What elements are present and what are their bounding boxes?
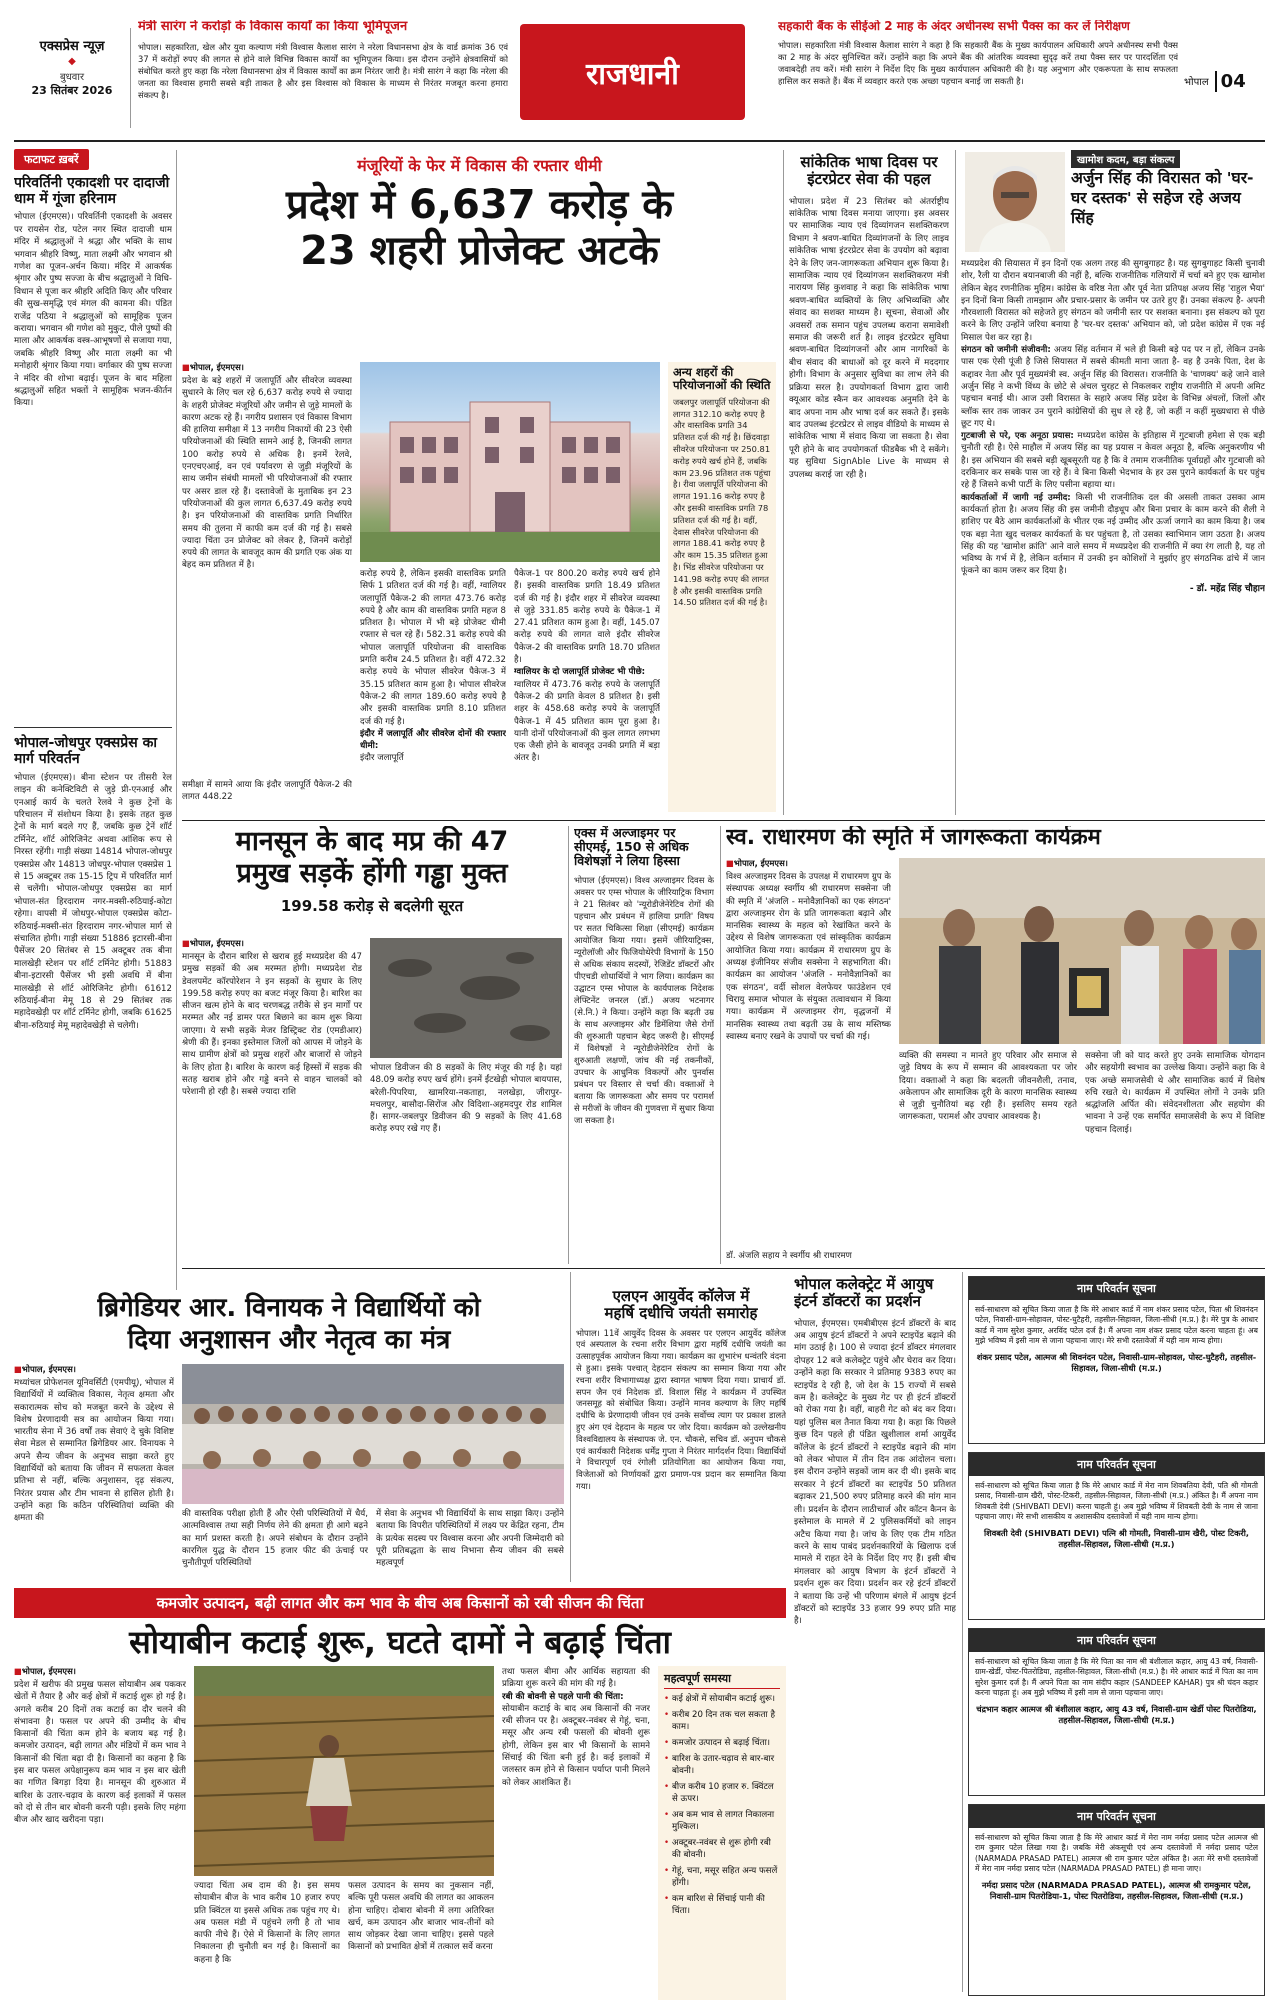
soy-sidebar-item: • बीज करीब 10 हजार रु. क्विंटल से ऊपर।	[664, 1782, 774, 1804]
brig-col-1	[14, 1364, 174, 1582]
roads-col-1	[182, 938, 362, 1264]
roads-byline: ■ भोपाल, ईएमएस।	[182, 938, 362, 949]
arjun-sub-1: संगठन को जमीनी संजीवनी:	[961, 345, 1051, 356]
soy-sidebar-item: • कमजोर उत्पादन से बढ़ाई चिंता।	[664, 1738, 771, 1748]
top-left-body: भोपाल। सहकारिता, खेल और युवा कल्याण मंत्री विश्वास कैलाश सारंग ने नरेला विधानसभा क्षेत्र के वार्ड क्रमांक 36 एवं 37 में करोड़ों रुपए की लागत से होने वाले विभिन्न विकास कार्यों का भूमिपूजन किया। इस दौरान उन्होंने क्षेत्रवासियों को संबोधित करते हुए कहा कि नरेला विधानसभा क्षेत्र में विकास कार्यों का क्रम निरंतर जारी है। मंत्री सारंग ने कहा कि नरेला की जनता का विश्वास हमारी सबसे बड़ी ताकत है और इस विश्वास को विकास के माध्यम से निरंतर मजबूत करना हमारा संकल्प है।	[138, 41, 508, 100]
issue-date: 23 सितंबर 2026	[31, 84, 113, 97]
roads-col-2	[370, 1062, 562, 1262]
soy-sidebar-item: • कम बारिश से सिंचाई पानी की चिंता।	[664, 1894, 765, 1916]
arjun-body: मध्यप्रदेश की सियासत में इन दिनों एक अलग तरह की सुगबुगाहट है। यह सुगबुगाहट किसी चुनावी शोर, रैली या दौरान बयानबाजी की नहीं है, बल्कि राजनीतिक गलियारों में चर्चा बने हुए एक खामोश लेकिन बेहद रणनीतिक मुहिम। कांग्रेस के वरिष्ठ नेता और पूर्व नेता प्रतिपक्ष अजय सिंह 'राहुल भैया' इन दिनों बिना किसी तामझाम और प्रचार-प्रसार के जमीन पर उतरे हुए हैं। उनका संकल्प है- अपनी गौरवशाली विरासत को सहेजते हुए संगठन को जमीनी स्तर पर सशक्त बनाना। इस संकल्प को पूरा करने के लिए उन्होंने जरिया बनाया है 'घर-घर दस्तक' अभियान को, जो प्रदेश कांग्रेस में एक नई मिसाल पेश कर रहा है।	[961, 259, 1265, 343]
page-indicator	[1184, 70, 1264, 92]
roads-headline-2: प्रमुख सड़कें होंगी गड्ढा मुक्त	[236, 858, 508, 889]
section-title: राजधानी	[586, 56, 679, 92]
brig-col-2-text: की वास्तविक परीक्षा होती हैं और ऐसी परिस्थितियों में धैर्य, आत्मविश्वास तथा सही निर्णय लेने की क्षमता ही आगे बढ़ने का मार्ग प्रशस्त करती है। अपने संबोधन के दौरान उन्होंने कारगिल युद्ध के दौरान 15 हजार फीट की ऊंचाई पर चुनौतीपूर्ण परिस्थितियों	[182, 1509, 368, 1569]
fatafat-body-1: भोपाल (ईएमएस)। परिवर्तिनी एकादशी के अवसर पर रायसेन रोड, पटेल नगर स्थित दादाजी धाम मंदिर में श्रद्धालुओं ने श्रद्धा और भक्ति के साथ भगवान श्रीहरि विष्णु, माता लक्ष्मी और भगवान श्री गणेश का पूजन-अर्चन किया। मंदिर में आकर्षक श्रृंगार और पुष्प सज्जा के बीच श्रद्धालुओं ने विधि-विधान से पूजा कर श्रीहरि अदिति किए और परिवार की सुख-समृद्धि एवं मंगल की कामना की। पंडित राजेंद्र पठिया ने श्रद्धालुओं को सामूहिक पूजन कराया। भगवान श्री गणेश को मुकुट, पीले पुष्पों की माला और आकर्षक वस्त्र-आभूषणों से सजाया गया, जबकि श्रीहरि विष्णु और माता लक्ष्मी का भी मनोहारी श्रृंगार किया गया। वर्गाकार की पुष्प सज्जा ने मंदिर की शोभा बढ़ाई। पूजन के बाद महिला श्रद्धालुओं सहित भक्तों ने सामूहिक भजन-कीर्तन किया।	[14, 212, 172, 409]
arjun-para-3	[961, 492, 1265, 578]
lead-col-2	[360, 568, 506, 812]
lead-photo-building	[360, 362, 660, 562]
radha-col-1-text: विश्व अल्जाइमर दिवस के उपलक्ष में राधारमण ग्रुप के संस्थापक अध्यक्ष स्वर्गीय श्री राधारमण सक्सेना जी की स्मृति में 'अंजलि - मनोवैज्ञानिकों का एक संगठन' द्वारा अल्जाइमर रोग के प्रति जागरूकता बढ़ाने और मानसिक स्वास्थ्य के महत्व को रेखांकित करने के उद्देश्य से विशेष जागरूकता एवं सांस्कृतिक कार्यक्रम आयोजित किया गया। कार्यक्रम में राधारमण ग्रुप के अध्यक्ष इंजीनियर संजीव सक्सेना ने सहभागिता की। कार्यक्रम का आयोजन 'अंजलि - मनोवैज्ञानिकों का एक संगठन', वर्दी सोशल वेलफेयर फाउंडेशन एवं चिरायु समाज भोपाल के संयुक्त तत्वावधान में किया गया। कार्यक्रम में अल्जाइमर रोग, वृद्धजनों में मानसिक स्वास्थ्य तथा बढ़ती उम्र के साथ मस्तिष्क स्वास्थ्य बनाए रखने के उपायों पर चर्चा की गई।	[726, 872, 891, 1042]
fatafat-headline-1: परिवर्तिनी एकादशी पर दादाजी धाम में गूंजा हरिनाम	[14, 175, 170, 207]
arjun-sub-2: गुटबाजी से परे, एक अनूठा प्रयास:	[961, 431, 1074, 442]
building-illustration	[360, 362, 660, 562]
arjun-author: - डॉ. महेंद्र सिंह चौहान	[1189, 583, 1265, 594]
lead-headline-1: प्रदेश में 6,637 करोड़ के	[286, 182, 673, 228]
soy-col-3	[348, 1880, 494, 2000]
brig-byline: ■ भोपाल, ईएमएस।	[14, 1364, 174, 1375]
bhopal-col-story	[794, 1272, 956, 1992]
radha-col-2-text: व्यक्ति की समस्या न मानते हुए परिवार और समाज से जुड़े विषय के रूप में सम्मान की आवश्यकता पर जोर दिया। वक्ताओं ने कहा कि बदलती जीवनशैली, तनाव, अकेलापन और सामाजिक दूरी के कारण मानसिक स्वास्थ्य से जुड़ी चुनौतियां बढ़ रही हैं। इसलिए समय रहते जागरूकता, परामर्श और उपचार आवश्यक है।	[899, 1051, 1077, 1123]
top-left-headline: मंत्री सारंग ने करोड़ों के विकास कार्यों का किया भूमिपूजन	[138, 20, 408, 34]
lead-col-2b-text: इंदौर जलापूर्ति	[360, 753, 404, 764]
brand-ornament: ◆	[68, 56, 76, 67]
lead-col-3-text: पैकेज-1 पर 800.20 करोड़ रुपये खर्च होने हैं। इसकी वास्तविक प्रगति 18.49 प्रतिशत दर्ज की गई है। इंदौर शहर में सीवरेज व्यवस्था से जुड़े 331.85 करोड़ रुपये के पैकेज-1 में 27.41 प्रतिशत काम हुआ है। वहीं, 145.07 करोड़ रुपये की लागत वाले इंदौर सीवरेज पैकेज-2 की वास्तविक प्रगति 18.70 प्रतिशत है।	[514, 569, 660, 666]
soy-sidebar-item: • गेहूं, चना, मसूर सहित अन्य फसलें होंगी।	[664, 1866, 778, 1888]
roads-headline-1: मानसून के बाद मप्र की 47	[235, 826, 509, 857]
lead-col-1-text: प्रदेश के बड़े शहरों में जलापूर्ति और सीवरेज व्यवस्था सुधारने के लिए चल रहे 6,637 करोड़ रुपये से ज्यादा के शहरी प्रोजेक्ट मंजूरियों और जमीन से जुड़े मामलों के कारण अटक रहे हैं। नगरीय प्रशासन एवं विकास विभाग की हालिया समीक्षा में 13 नगरीय निकायों की 23 ऐसी परियोजनाओं की स्थिति सामने आई है, जिनकी लागत 100 करोड़ रुपये से अधिक है। इनमें रेलवे, एनएचएआई, वन एवं पर्यावरण से जुड़ी मंजूरियों के साथ जमीन संबंधी मामलों भी परियोजनाओं की रफ्तार पर असर डाल रहे हैं। दस्तावेजों के मुताबिक इन 23 परियोजनाओं की कुल लागत 6,637.49 करोड़ रुपये है। इन परियोजनाओं की वास्तविक प्रगति निर्धारित समय की तुलना में काफी कम दर्ज की गई है। सबसे ज्यादा चिंता उन प्रोजेक्ट को लेकर है, जिनमें करोड़ों रुपये की लागत के बावजूद काम की प्रगति एक अंक या बेहद कम प्रतिशत में है।	[182, 376, 352, 571]
notice-1-title: नाम परिवर्तन सूचना	[969, 1277, 1264, 1300]
notice-2	[968, 1452, 1265, 1620]
top-right-headline: सहकारी बैंक के सीईओ 2 माह के अंदर अधीनस्थ सभी पैक्स का कर लें निरीक्षण	[778, 20, 1130, 33]
notice-2-title: नाम परिवर्तन सूचना	[969, 1453, 1264, 1476]
radha-photo	[899, 858, 1265, 1044]
soy-col-3-text: फसल उत्पादन के समय का नुकसान नहीं, बल्कि पूरी फसल अवधि की लागत का आकलन होना चाहिए। दोबारा बोवनी में लगा अतिरिक्त खर्च, कम उत्पादन और बाजार भाव-तीनों को साथ जोड़कर देखा जाना चाहिए। इससे पहले किसानों को प्रभावित क्षेत्रों में तत्काल सर्वे करना	[348, 1881, 494, 1953]
alz-body: भोपाल (ईएमएस)। विश्व अल्जाइमर दिवस के अवसर पर एम्स भोपाल के जीरियाट्रिक विभाग ने 21 सितंबर को 'न्यूरोडीजेनेरेटिव रोगों की पहचान और प्रबंधन में हालिया प्रगति' विषय पर सतत चिकित्सा शिक्षा (सीएमई) कार्यक्रम आयोजित किया गया। इसमें जीरियाट्रिक्स, न्यूरोलॉजी और फिजियोथेरेपी विभागों के 150 से अधिक संकाय सदस्यों, रेजिडेंट डॉक्टरों और पीएचडी शोधार्थियों ने भाग लिया। कार्यक्रम का उद्घाटन एम्स भोपाल के कार्यपालक निदेशक लेफ्टिनेंट जनरल (डॉ.) अजय भटनागर (से.नि.) ने किया। उन्होंने कहा कि बढ़ती उम्र के साथ अल्जाइमर और डिमेंशिया जैसे रोगों की शुरुआती पहचान बेहद जरूरी है। सीएमई में विशेषज्ञों ने न्यूरोडीजेनेरेटिव रोगों के शुरुआती लक्षणों, जांच की नई तकनीकों, उपचार के आधुनिक विकल्पों और पुनर्वास प्रबंधन पर विस्तार से चर्चा की। वक्ताओं ने बताया कि जागरूकता और समय पर परामर्श से मरीजों के जीवन की गुणवत्ता में सुधार किया जा सकता है।	[574, 875, 714, 1125]
top-right-story	[778, 20, 1178, 136]
notice-4-body: सर्व-साधारण को सूचित किया जाता है कि मेरे आधार कार्ड में मेरा नाम नर्मदा प्रसाद पटेल आत्मज श्री राम कुमार पटेल लिखा गया है। जबकि मेरी अंकसूची एवं अन्य दस्तावेजों में नर्मदा प्रसाद पटेल (NARMADA PRASAD PATEL) आत्मज श्री राम कुमार पटेल अंकित है। अतः मेरे सभी दस्तावेजों में मेरा नाम नर्मदा प्रसाद पटेल (NARMADA PRASAD PATEL) ही माना जाए।	[975, 1833, 1258, 1874]
soy-sidebar-item: • करीब 20 दिन तक चल सकता है काम।	[664, 1710, 776, 1732]
portrait-illustration	[965, 152, 1065, 252]
arjun-kicker: खामोश कदम, बड़ा संकल्प	[1071, 150, 1180, 168]
brig-photo	[182, 1364, 564, 1504]
group-illustration	[182, 1364, 564, 1504]
lead-col-3	[514, 568, 660, 812]
arjun-story	[961, 148, 1265, 816]
radha-col-1	[726, 858, 891, 1262]
brig-col-1-text: मध्यांचल प्रोफेशनल यूनिवर्सिटी (एमपीयू), भोपाल में विद्यार्थियों में व्यक्तित्व विकास, नेतृत्व क्षमता और सकारात्मक सोच को मजबूत करने के उद्देश्य से विशेष प्रेरणादायी सत्र का आयोजन किया गया। भारतीय सेना में 36 वर्षों तक सेवाएं दे चुके विशिष्ट सेवा मेडल से सम्मानित ब्रिगेडियर आर. विनायक ने अपने सैन्य जीवन के अनुभव साझा करते हुए विद्यार्थियों को बताया कि जीवन में सफलता केवल प्रतिभा से नहीं, बल्कि अनुशासन, दृढ़ संकल्प, निरंतर प्रयास और टीम भावना से हासिल होती है। उन्होंने कहा कि कठिन परिस्थितियां व्यक्ति की क्षमता की	[14, 1378, 174, 1524]
brig-headline-1: ब्रिगेडियर आर. विनायक ने विद्यार्थियों को	[97, 1293, 481, 1323]
notice-4-footer: नर्मदा प्रसाद पटेल (NARMADA PRASAD PATEL), आत्मज श्री रामकुमार पटेल, निवासी-ग्राम पितरोडिया-1, पोस्ट पितरोडिया, तहसील-सिहावल, जिला-सीधी (म.प्र.)	[981, 1879, 1252, 1901]
radha-col-3-text: सक्सेना जी को याद करते हुए उनके सामाजिक योगदान और सहयोगी स्वभाव का उल्लेख किया। उन्होंने कहा कि वे एक अच्छे समाजसेवी थे और सामाजिक कार्य में विशेष रुचि रखते थे। कार्यक्रम में उपस्थित लोगों ने उनके प्रति श्रद्धांजलि अर्पित की। संवेदनशीलता और सहयोग की भावना ने उन्हें एक समर्पित समाजसेवी के रूप में विशिष्ट पहचान दिलाई।	[1085, 1051, 1265, 1135]
ayur-headline-1: एलएन आयुर्वेद कॉलेज में	[612, 1287, 750, 1305]
soy-sidebar-list	[664, 1693, 780, 1917]
radha-story	[726, 826, 1265, 1264]
lead-sidebar-body: जबलपुर जलापूर्ति परियोजना की लागत 312.10 करोड़ रुपए है और वास्तविक प्रगति 34 प्रतिशत दर्ज की गई है। छिंदवाड़ा सीवरेज परियोजना पर 250.81 करोड़ रुपये खर्च होने हैं, जबकि काम 23.96 प्रतिशत तक पहुंचा है। रीवा जलापूर्ति परियोजना की लागत 191.16 करोड़ रुपए है और इसकी वास्तविक प्रगति 78 प्रतिशत दर्ज की गई है। वहीं, देवास सीवरेज परियोजना की लागत 188.41 करोड़ रुपए है और काम 15.35 प्रतिशत हुआ है। भिंड सीवरेज परियोजना पर 141.98 करोड़ रुपए की लागत है और इसकी वास्तविक प्रगति 14.50 प्रतिशत दर्ज की गई है।	[673, 396, 771, 608]
lead-col-1b-text: समीक्षा में सामने आया कि इंदौर जलापूर्ति पैकेज-2 की लागत 448.22	[182, 780, 352, 803]
lead-sidebar	[668, 362, 776, 812]
page-city: भोपाल	[1184, 77, 1209, 88]
soy-sidebar-item: • कई क्षेत्रों में सोयाबीन कटाई शुरू।	[664, 1694, 776, 1704]
arjun-body-wrap	[961, 258, 1265, 814]
notice-4-title: नाम परिवर्तन सूचना	[969, 1805, 1264, 1828]
soy-col-4-sub: रबी की बोवनी से पहले पानी की चिंता:	[502, 1691, 624, 1702]
lead-col-2-text: करोड़ रुपये है, लेकिन इसकी वास्तविक प्रगति सिर्फ 1 प्रतिशत दर्ज की गई है। वहीं, ग्वालियर जलापूर्ति पैकेज-2 की लागत 473.76 करोड़ रुपये है और काम की वास्तविक प्रगति महज 8 प्रतिशत है। भोपाल में भी बड़े प्रोजेक्ट धीमी रफ्तार से चल रहे हैं। 582.31 करोड़ रुपये की भोपाल जलापूर्ति परियोजना की वास्तविक प्रगति करीब 24.5 प्रतिशत है। वहीं 472.32 करोड़ रुपये के भोपाल सीवरेज पैकेज-3 में 35.15 प्रतिशत काम हुआ है। भोपाल सीवरेज पैकेज-2 की लागत 189.60 करोड़ रुपये है और इसकी वास्तविक प्रगति 8.10 प्रतिशत दर्ज की गई है।	[360, 569, 506, 727]
farm-illustration	[194, 1666, 494, 1876]
soy-col-4-text: तथा फसल बीमा और आर्थिक सहायता की प्रक्रिया शुरू करने की मांग की गई है।	[502, 1667, 650, 1690]
ayur-body: भोपाल। 11वें आयुर्वेद दिवस के अवसर पर एलएन आयुर्वेद कॉलेज एवं अस्पताल के रचना शरीर विभाग द्वारा महर्षि दधीचि जयंती का उत्साहपूर्वक आयोजन किया गया। कार्यक्रम का शुभारंभ धन्वंतरि वंदना से हुआ। इसके पश्चात् देहदान संकल्प का सम्मान किया गया और रचना शरीर विभागाध्यक्ष द्वारा स्वागत भाषण दिया गया। प्राचार्य डॉ. सपन जैन एवं निदेशक डॉ. विशाल सिंह ने कार्यक्रम में उपस्थित जनसमूह को संबोधित किया। उन्होंने मानव कल्याण के लिए महर्षि दधीचि के प्रेरणादायी जीवन एवं उनके सर्वोच्च त्याग पर प्रकाश डालते हुए अंग एवं देहदान के महत्व पर जोर दिया। कार्यक्रम को उल्लेखनीय विश्वविद्यालय के संस्थापक जे. एन. चौकसे, सचिव डॉ. अनुपम चौकसे एवं कार्यकारी निदेशक धर्मेंद्र गुप्ता ने निरंतर मार्गदर्शन दिया। विद्यार्थियों ने विचारपूर्ण एवं रंगोली प्रतियोगिता का आयोजन किया गया, विजेताओं को निर्णायकों द्वारा प्रमाण-पत्र प्रदान कर सम्मानित किया गया।	[576, 1327, 786, 1491]
alz-headline: एक्स में अल्जाइमर पर सीएमई, 150 से अधिक विशेषज्ञों ने लिया हिस्सा	[574, 826, 689, 868]
lead-col-3b-text: ग्वालियर में 473.76 करोड़ रुपये के जलापूर्ति पैकेज-2 की प्रगति केवल 8 प्रतिशत है। इसी शहर के 458.68 करोड़ रुपये के जलापूर्ति पैकेज-1 में 45 प्रतिशत काम पूरा हुआ है। यानी दोनों परियोजनाओं की कुल लागत लगभग एक जैसी होने के बावजूद उनकी प्रगति में बड़ा अंतर है।	[514, 679, 660, 764]
page-number: 04	[1215, 71, 1246, 92]
notice-3	[968, 1628, 1265, 1796]
notice-3-footer: चंद्रभान कहार आत्मज श्री बंशीलाल कहार, आयु 43 वर्ष, निवासी-ग्राम खेर्डी पोस्ट पितरोडिया, तहसील-सिहावल, जिला-सीधी (म.प्र.)	[976, 1703, 1257, 1725]
fatafat-headline-2: भोपाल-जोधपुर एक्सप्रेस का मार्ग परिवर्तन	[14, 735, 157, 768]
roads-subhead: 199.58 करोड़ से बदलेगी सूरत	[280, 897, 464, 915]
notice-3-title: नाम परिवर्तन सूचना	[969, 1629, 1264, 1652]
radha-col-2	[899, 1050, 1077, 1262]
lead-byline: ■ भोपाल, ईएमएस।	[182, 362, 352, 373]
notice-2-body: सर्व-साधारण को सूचित किया जाता है कि मेरे आधार कार्ड में मेरा नाम शिवबतिया देवी, पति श्री गोमती प्रसाद, निवासी-ग्राम खैरी, पोस्ट-टिकरी, तहसील-सिहावल, जिला-सीधी (म.प्र.) अंकित है। मैं अपना नाम शिवबती देवी (SHIVBATI DEVI) करना चाहती हूं। अब मुझे भविष्य में शिवबती देवी के नाम से जाना पहचाना जाए। मेरे सभी शासकीय व अशासकीय दस्तावेजों में यही नाम मान्य होगा।	[975, 1481, 1258, 1522]
soy-col-2	[194, 1880, 340, 2000]
masthead	[0, 0, 1279, 136]
radha-byline: ■ भोपाल, ईएमएस।	[726, 858, 891, 869]
sign-story	[789, 148, 949, 816]
ayur-story	[576, 1272, 786, 1582]
soy-col-4b-text: सोयाबीन कटाई के बाद अब किसानों की नजर रबी सीजन पर है। अक्टूबर-नवंबर से गेहूं, चना, मसूर और अन्य रबी फसलों की बोवनी शुरू होगी, लेकिन इस बार भी किसानों के सामने सिंचाई की चिंता बनी हुई है। कई इलाकों में जलस्तर कम होने से किसान पर्याप्त पानी मिलने को लेकर आशंकित हैं।	[502, 1703, 650, 1788]
bhopal-col-headline: भोपाल कलेक्ट्रेट में आयुष इंटर्न डॉक्टरों का प्रदर्शन	[794, 1275, 934, 1310]
sign-headline: सांकेतिक भाषा दिवस पर इंटरप्रेटर सेवा की पहल	[800, 153, 938, 188]
top-left-story	[138, 20, 508, 136]
soy-headline: सोयाबीन कटाई शुरू, घटते दामों ने बढ़ाई चिंता	[129, 1623, 671, 1661]
brand-block	[22, 36, 122, 106]
roads-story	[182, 826, 562, 1264]
roads-photo	[370, 938, 562, 1058]
brig-story	[14, 1272, 564, 1582]
soy-sidebar-item: • बारिश के उतार-चढ़ाव से बार-बार बोवनी।	[664, 1754, 775, 1776]
notice-1	[968, 1276, 1265, 1444]
alz-story	[574, 826, 714, 1264]
soy-sidebar-title: महत्वपूर्ण समस्या	[664, 1671, 780, 1689]
notice-2-footer: शिवबती देवी (SHIVBATI DEVI) पत्नि श्री गोमती, निवासी-ग्राम खैरी, पोस्ट टिकरी, तहसील-सिहावल, जिला-सीधी (म.प्र.)	[984, 1527, 1249, 1549]
sign-body: भोपाल। प्रदेश में 23 सितंबर को अंतर्राष्ट्रीय सांकेतिक भाषा दिवस मनाया जाएगा। इस अवसर पर सामाजिक न्याय एवं दिव्यांगजन सशक्तिकरण विभाग ने श्रवण-बाधित दिव्यांगजनों के लिए लाइव सांकेतिक भाषा इंटरप्रेटर सेवा के उपयोग को बढ़ावा देने के लिए जन-जागरूकता अभियान शुरू किया है। सामाजिक न्याय एवं दिव्यांगजन सशक्तिकरण मंत्री नारायण सिंह कुशवाह ने कहा कि सांकेतिक भाषा श्रवण-बाधित व्यक्तियों के लिए अभिव्यक्ति और संवाद का सशक्त माध्यम है। सूचना, सेवाओं और अवसरों तक समान पहुंच उपलब्ध कराना समावेशी समाज की जरूरी शर्त है। लाइव इंटरप्रेटर सुविधा श्रवण-बाधित दिव्यांगजनों और आम नागरिकों के बीच संवाद की बाधाओं को दूर करने में मददगार होगी। विभाग के अनुसार सुविधा का लाभ लेने की प्रक्रिया सरल है। उपयोगकर्ता विभाग द्वारा जारी क्यूआर कोड स्कैन कर आवश्यक अनुमति देने के बाद अपना नाम और भाषा दर्ज कर सकते हैं। इसके बाद उपलब्ध इंटरप्रेटर से लाइव वीडियो के माध्यम से सांकेतिक भाषा में संवाद किया जा सकता है। सेवा पूरी होने के बाद उपयोगकर्ता फीडबैक भी दे सकेंगे। यह सुविधा SignAble Live के माध्यम से उपलब्ध कराई जा रही है।	[789, 196, 949, 480]
soy-col-2-text: ज्यादा चिंता अब दाम की है। इस समय सोयाबीन बीज के भाव करीब 10 हजार रुपए प्रति क्विंटल या इससे अधिक तक पहुंच गए थे। अब फसल मंडी में पहुंचने लगी है तो भाव काफी नीचे हैं। ऐसे में किसानों के लिए लागत निकालना ही चुनौती बन गई है। किसानों का कहना है कि	[194, 1881, 340, 1965]
roads-body-2: भोपाल डिवीजन की 8 सड़कों के लिए मंजूर की गई है। यहां 48.09 करोड़ रुपए खर्च होंगे। इनमें ईंटखेड़ी भोपाल बायपास, बरेली-पिपरिया, खामरिया-नकताहा, नलखेड़ा, जीरापुर-मचलपुर, बासौदा-सिरोंज और विदिशा-अहमदपुर रोड शामिल हैं। सागर-जबलपुर डिवीजन की 9 सड़कों के लिए 41.68 करोड़ रुपए रखे गए हैं।	[370, 1063, 562, 1135]
road-illustration	[370, 938, 562, 1058]
soy-banner: कमजोर उत्पादन, बढ़ी लागत और कम भाव के बीच अब किसानों को रबी सीजन की चिंता	[14, 1588, 786, 1618]
ayur-headline-2: महर्षि दधीचि जयंती समारोह	[604, 1303, 758, 1322]
lead-kicker: मंजूरियों के फेर में विकास की रफ्तार धीमी	[357, 156, 602, 175]
soy-sidebar	[658, 1666, 786, 2000]
fatafat-body-2: भोपाल (ईएमएस)। बीना स्टेशन पर तीसरी रेल लाइन की कनेक्टिविटी से जुड़े प्री-एनआई और एनआई कार्य के चलते रेलवे ने कुछ ट्रेनों के परिचालन में संशोधन किया है। इसके तहत कुछ ट्रेनों के मार्ग बदले गए हैं, जबकि कुछ ट्रेनें शॉर्ट टर्मिनेट, शॉर्ट ओरिजिनेट अथवा आंशिक रूप से निरस्त रहेंगी। गाड़ी संख्या 14814 भोपाल-जोधपुर एक्सप्रेस और 14813 जोधपुर-भोपाल एक्सप्रेस 1 से 15 अक्टूबर तक 15-15 ट्रिप में परिवर्तित मार्ग से चलेंगी। भोपाल-जोधपुर एक्सप्रेस का मार्ग भोपाल-संत हिरदाराम नगर-मक्सी-रुठियाई-कोटा रहेगा। वापसी में जोधपुर-भोपाल एक्सप्रेस कोटा-रुठियाई-मक्सी-संत हिरदाराम नगर-भोपाल मार्ग से संचालित होगी। गाड़ी संख्या 51886 इटारसी-बीना पैसेंजर 20 सितंबर से 15 अक्टूबर तक बीना मालखेड़ी स्टेशन पर शॉर्ट टर्मिनेट होगी। 51883 बीना-इटारसी पैसेंजर भी इसी अवधि में बीना मालखेड़ी से शॉर्ट ओरिजिनेट होगी। 61612 रुठियाई-बीना मेमू 18 से 29 सितंबर तक महादेवखेड़ी पर शॉर्ट टर्मिनेट होगी, जबकि 61625 बीना-रुठियाई मेमू महादेवखेड़ी से चलेगी।	[14, 772, 172, 1031]
arjun-body-3: किसी भी राजनीतिक दल की असली ताकत उसका आम कार्यकर्ता होता है। अजय सिंह की इस जमीनी दौड़धूप और बिना प्रचार के काम करने की शैली ने हाशिए पर बैठे आम कार्यकर्ताओं के भीतर एक नई उम्मीद और ऊर्जा जगाने का काम किया है। जब एक बड़ा नेता खुद चलकर कार्यकर्ता के घर पहुंचता है, तो उसका स्वाभिमान जाग उठता है। अजय सिंह की यह 'खामोश क्रांति' आने वाले समय में मध्यप्रदेश की राजनीति में क्या रंग लाती है, यह तो भविष्य के गर्भ में है, लेकिन वर्तमान में उनकी इन कोशिशों ने मुर्झाए हुए संगठनिक ढांचे में जान फूंकने का काम जरूर कर दिया है।	[961, 492, 1265, 577]
section-banner	[520, 24, 745, 120]
fatafat-tag: फटाफट ख़बरें	[14, 149, 89, 170]
notice-1-footer: शंकर प्रसाद पटेल, आत्मज श्री शिवनंदन पटेल, निवासी-ग्राम-सोहावल, पोस्ट-घुटैहरी, तहसील-सिहावल, जिला-सीधी (म.प्र.)	[976, 1351, 1257, 1373]
issue-day: बुधवार	[59, 72, 85, 83]
bhopal-col-body: भोपाल, ईएमएस। एमबीबीएस इंटर्न डॉक्टरों के बाद अब आयुष इंटर्न डॉक्टरों ने अपने स्टाइपेंड बढ़ाने की मांग उठाई है। 100 से ज्यादा इंटर्न डॉक्टर मंगलवार दोपहर 12 बजे कलेक्ट्रेट पहुंचे और घेराव कर दिया। उन्होंने कहा कि सरकार ने प्रतिमाह 9383 रुपए का स्टाइपेंड दे रही है, जो देश के 15 राज्यों में सबसे कम है। कलेक्ट्रेट के मुख्य गेट पर ही इंटर्न डॉक्टरों को रोका गया है। वहीं, बाहरी गेट को बंद कर दिया। यहां पुलिस बल तैनात किया गया है। कहा कि पिछले कुछ दिन पहले ही पंडित खुशीलाल शर्मा आयुर्वेद कॉलेज के इंटर्न डॉक्टरों ने स्टाइपेंड बढ़ाने की मांग को लेकर भोपाल में तीन दिन तक आंदोलन चला। इस दौरान उन्होंने सड़कों जाम कर दी थी। इसके बाद सरकार ने इंटर्न डॉक्टरों का स्टाइपेंड 50 प्रतिशत बढ़ाकर 21,500 रुपए प्रतिमाह करने की मांग मान ली। प्रदर्शन के दौरान लाठीचार्ज और कॉटन कैनन के इस्तेमाल के मामले में 2 पुलिसकर्मियों को लाइन अटैच किया गया है। जांच के लिए एक टीम गठित करने के साथ पाबंद प्रदर्शनकारियों के खिलाफ दर्ज मामले में राहत देने के निर्देश दिए गए हैं। इसी बीच मंगलवार को आयुष विभाग के इंटर्न डॉक्टरों ने प्रदर्शन शुरू कर दिया। प्रदर्शन कर रहे इंटर्न डॉक्टरों ने बताया कि उन्हें भी परिणाम बंगले में आयुष इंटर्न डॉक्टरों को स्टाइपेंड 33 हजार 99 रुपए प्रति माह है।	[794, 1318, 956, 1627]
lead-story	[182, 148, 777, 816]
roads-body: मानसून के दौरान बारिश से खराब हुई मध्यप्रदेश की 47 प्रमुख सड़कों की अब मरम्मत होगी। मध्यप्रदेश रोड डेवलपमेंट कॉरपोरेशन ने इन सड़कों के सुधार के लिए 199.58 करोड़ रुपए का बजट मंजूर किया है। बारिश का सीजन खत्म होने के बाद चरणबद्ध तरीके से इन मार्गों पर मरम्मत और नई डामर परत बिछाने का काम शुरू किया जाएगा। ये सभी सड़कें मेजर डिस्ट्रिक्ट रोड (एमडीआर) श्रेणी की हैं। इनका इस्तेमाल जिलों को आपस में जोड़ने के साथ ग्रामीण क्षेत्रों को प्रमुख शहरों और बाजारों से जोड़ने के लिए होता है। बारिश के कारण कई हिस्सों में सड़क की सतह खराब होने और गड्ढे बनने से वाहन चालकों को परेशानी हो रही है। सबसे ज्यादा राशि	[182, 952, 362, 1098]
radha-headline: स्व. राधारमण की स्मृति में जागरूकता कार्यक्रम	[726, 826, 1101, 850]
arjun-portrait	[965, 152, 1065, 252]
brig-col-2	[182, 1508, 368, 1582]
lead-headline-2: 23 शहरी प्रोजेक्ट अटके	[300, 228, 659, 274]
arjun-headline: अर्जुन सिंह की विरासत को 'घर-घर दस्तक' से सहेज रहे अजय सिंह	[1071, 169, 1254, 227]
soy-col-1	[14, 1666, 186, 2000]
radha-author-line: डॉ. अंजलि सहाय ने स्वर्गीय श्री राधारमण	[726, 1251, 852, 1261]
soy-sidebar-item: • अक्टूबर-नवंबर से शुरू होगी रबी की बोवनी।	[664, 1838, 771, 1860]
notice-4	[968, 1804, 1265, 1996]
radha-col-3	[1085, 1050, 1265, 1262]
arjun-sub-3: कार्यकर्ताओं में जागी नई उम्मीद:	[961, 492, 1071, 503]
brig-col-3-text: में सेवा के अनुभव भी विद्यार्थियों के साथ साझा किए। उन्होंने बताया कि विपरीत परिस्थितियों में लक्ष्य पर केंद्रित रहना, टीम के प्रत्येक सदस्य पर विश्वास करना और अपनी जिम्मेदारी को पूरी प्रतिबद्धता के साथ निभाना सैन्य जीवन की सबसे महत्वपूर्ण	[376, 1509, 564, 1569]
soy-sidebar-item: • अब कम भाव से लागत निकालना मुश्किल।	[664, 1810, 775, 1832]
arjun-para-1	[961, 344, 1265, 430]
brig-col-3	[376, 1508, 564, 1582]
top-right-body: भोपाल। सहकारिता मंत्री विश्वास कैलाश सारंग ने कहा है कि सहकारी बैंक के मुख्य कार्यपालन अधिकारी अपने अधीनस्थ सभी पैक्स का 2 माह के अंदर सुनिश्चित करें। उन्होंने कहा कि अपने बैंक की आंतरिक व्यवस्था सुदृढ़ करें तथा पैक्स स्तर पर पारदर्शिता एवं जवाबदेही तय करें। मंत्री सारंग ने निर्देश दिए कि मुख्य कार्यपालन अधिकारी की है। यह अनुभाग और एकरूपता के साथ सफलता हासिल कर सकते हैं। बैंक में व्यवहार करते एक अच्छा पहचान बनाई जा सकती है।	[778, 40, 1178, 87]
soy-story	[14, 1588, 786, 2000]
arjun-body-2: मध्यप्रदेश कांग्रेस के इतिहास में गुटबाजी हमेशा से एक बड़ी चुनौती रही है। ऐसे माहौल में अजय सिंह का यह प्रयास न केवल अनूठा है, बल्कि अनुकरणीय भी है। इस अभियान की सबसे बड़ी खूबसूरती यह है कि वे तमाम राजनीतिक पूर्वाग्रहों और गुटबाजी को दरकिनार कर सबके पास जा रहे हैं। वे बिना किसी भेदभाव के हर उस पुराने कार्यकर्ता के घर पहुंच रहे हैं जिसने कभी पार्टी के लिए पसीना बहाया था।	[961, 431, 1265, 491]
arjun-para-2	[961, 430, 1265, 491]
soy-byline: ■ भोपाल, ईएमएस।	[14, 1666, 186, 1677]
lead-col-3-sub: ग्वालियर के दो जलापूर्ति प्रोजेक्ट भी पीछे:	[514, 667, 646, 678]
fatafat-column	[14, 148, 172, 1290]
soy-photo	[194, 1666, 494, 1876]
soy-col-1-text: प्रदेश में खरीफ की प्रमुख फसल सोयाबीन अब पककर खेतों में तैयार है और कई क्षेत्रों में कटाई शुरू हो गई है। अगले करीब 20 दिनों तक कटाई का दौर चलने की संभावना है। फसल पर अपने की उम्मीद के बीच किसानों की चिंता कम होने के बजाय बढ़ गई है। कमजोर उत्पादन, बढ़ी लागत और मंडियों में कम भाव ने किसानों की चिंता बढ़ा दी है। किसानों का कहना है कि इस बार फसल अपेक्षानुरूप कम भाव न इस बार खेती का गणित बिगड़ा दिया है। मानसून की शुरुआत में बारिश के उतार-चढ़ाव के कारण कई इलाकों में फसल को दो से तीन बार बोवनी करनी पड़ी। इसके लिए महंगा बीज और खाद खरीदना पड़ा।	[14, 1680, 186, 1826]
lead-col-1	[182, 362, 352, 812]
notice-3-body: सर्व-साधारण को सूचित किया जाता है कि मेरे पिता का नाम श्री बंशीलाल कहार, आयु 43 वर्ष, निवासी-ग्राम-खेर्डी, पोस्ट-पितरोडिया, तहसील-सिहावल, जिला-सीधी (म.प्र.) है। मेरे आधार कार्ड में पिता का नाम सुरेश कुमार दर्ज है। मैं अपने पिता का नाम संदीप कहार (SANDEEP KAHAR) पुत्र श्री चंदन कहार करना चाहता हूं। अब मुझे भविष्य में इसी नाम से जाना पहचाना जाए।	[975, 1657, 1259, 1698]
arjun-body-1: अजय सिंह वर्तमान में भले ही किसी बड़े पद पर न हों, लेकिन उनके पास एक ऐसी पूंजी है जिसे सियासत में सबसे कीमती माना जाता है- वह है उनके पिता, देश के कद्दावर नेता और पूर्व मुख्यमंत्री स्व. अर्जुन सिंह की विरासत। राजनीति के 'चाणक्य' कहे जाने वाले अर्जुन सिंह ने कभी विंध्य के छोटे से अंचल चुरहट से निकलकर राष्ट्रीय राजनीति में अपनी अमिट पहचान बनाई थी। आज उसी विरासत के सहारे अजय सिंह प्रदेश के विभिन्न अंचलों, जिलों और ब्लॉक स्तर तक जाकर उन पुराने कांग्रेसियों की सुध ले रहे हैं, जो कहीं न कहीं मुख्यधारा से पीछे छूट गए थे।	[961, 345, 1265, 429]
ceremony-illustration	[899, 858, 1265, 1044]
lead-col-2-sub: इंदौर में जलापूर्ति और सीवरेज दोनों की रफ्तार धीमी:	[360, 728, 506, 752]
brig-headline-2: दिया अनुशासन और नेतृत्व का मंत्र	[127, 1325, 451, 1355]
notice-1-body: सर्व-साधारण को सूचित किया जाता है कि मेरे आधार कार्ड में नाम शंकर प्रसाद पटेल, पिता श्री शिवनंदन पटेल, निवासी-ग्राम-सोहावल, पोस्ट-घुटैहरी, तहसील-सिहावल, जिला-सीधी (म.प्र.) है। मेरे पुत्र के आधार कार्ड में नाम सुरेश कुमार, अरविंद पटेल दर्ज है। मैं अपना नाम शंकर प्रसाद पटेल करना चाहता हूं। अब मुझे भविष्य में इसी नाम से जाना पहचाना जाए। मेरे सभी दस्तावेजों में यही नाम मान्य होगा।	[975, 1305, 1258, 1346]
lead-sidebar-title: अन्य शहरों की परियोजनाओं की स्थिति	[673, 365, 771, 392]
soy-col-4	[502, 1666, 650, 2000]
brand-name: एक्सप्रेस न्यूज़	[39, 39, 105, 54]
